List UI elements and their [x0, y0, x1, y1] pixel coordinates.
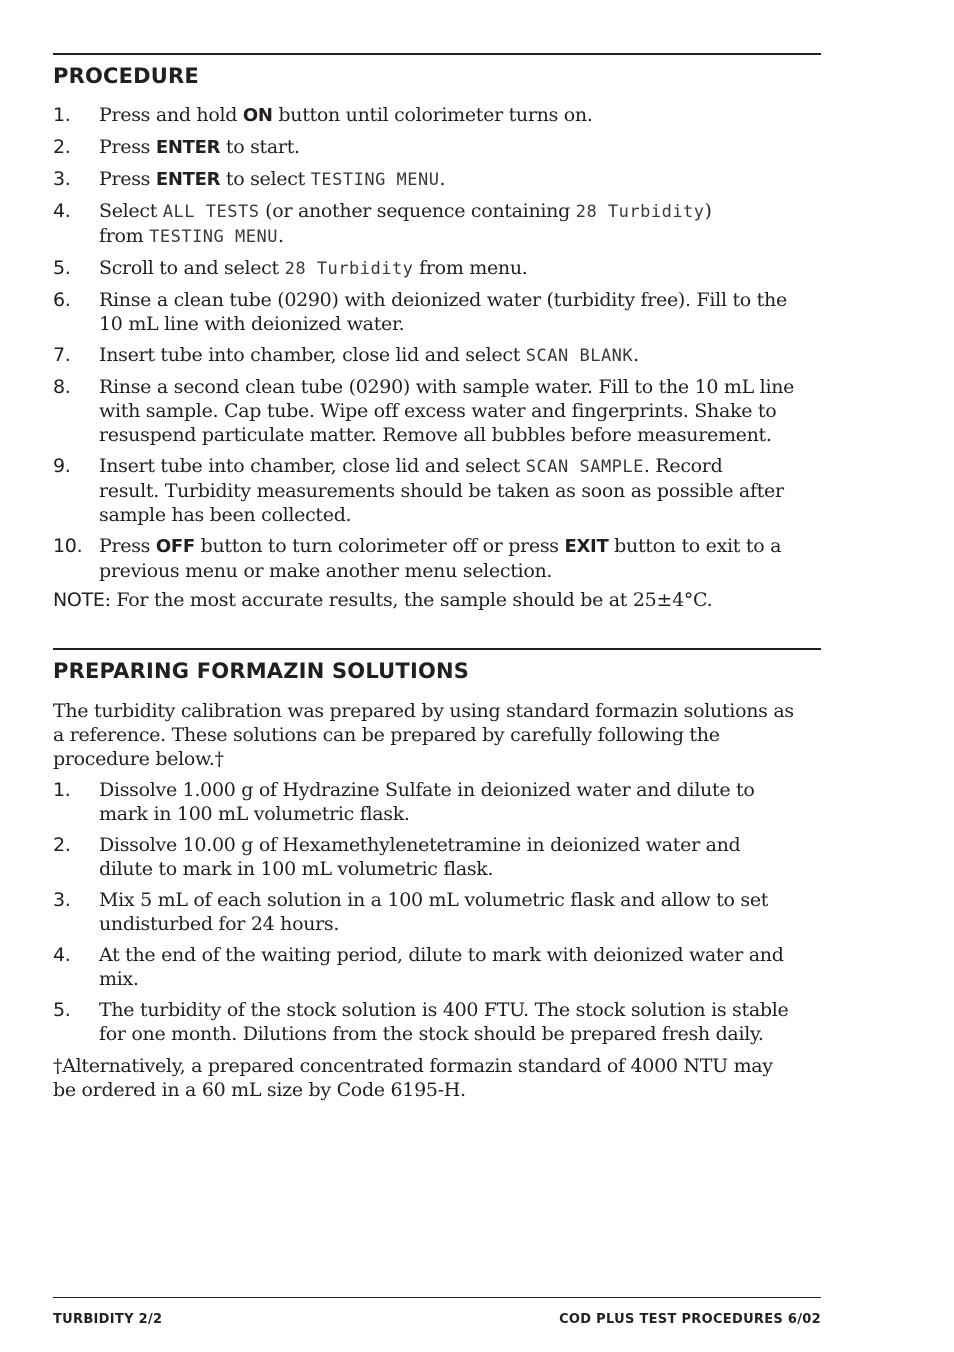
step-line: Dissolve 1.000 g of Hydrazine Sulfate in deionized water and dilute to — [99, 779, 755, 801]
key-label: EXIT — [564, 536, 609, 557]
procedure-step — [53, 288, 821, 336]
step-number: 4. — [53, 944, 71, 966]
step-line: undisturbed for 24 hours. — [99, 913, 340, 935]
procedure-step — [53, 534, 821, 583]
step-text: . — [633, 344, 639, 366]
footnote-line: be ordered in a 60 mL size by Code 6195-H. — [53, 1079, 466, 1101]
formazin-step — [53, 888, 821, 936]
step-text: Select — [99, 200, 163, 222]
procedure-step — [53, 199, 821, 249]
step-number: 1. — [53, 104, 71, 126]
step-number: 6. — [53, 289, 71, 311]
step-text: from — [99, 225, 150, 247]
step-line: Mix 5 mL of each solution in a 100 mL volumetric flask and allow to set — [99, 889, 769, 911]
step-line: The turbidity of the stock solution is 400 FTU. The stock solution is stable — [99, 999, 789, 1021]
footnote-line: †Alternatively, a prepared concentrated formazin standard of 4000 NTU may — [53, 1055, 773, 1077]
procedure-step — [53, 375, 821, 447]
step-line: Dissolve 10.00 g of Hexamethylenetetramine in deionized water and — [99, 834, 741, 856]
step-text: Insert tube into chamber, close lid and select — [99, 455, 526, 477]
display-text: ALL TESTS — [162, 202, 260, 222]
key-label: ENTER — [155, 169, 221, 190]
step-number: 3. — [53, 168, 71, 190]
step-text: with sample. Cap tube. Wipe off excess water and fingerprints. Shake to — [99, 400, 777, 422]
step-number: 8. — [53, 376, 71, 398]
display-text: SCAN SAMPLE — [525, 457, 644, 477]
step-text: previous menu or make another menu selection. — [99, 560, 553, 582]
step-text: Insert tube into chamber, close lid and select — [99, 344, 526, 366]
step-text: Press and hold — [99, 104, 243, 126]
procedure-step — [53, 167, 821, 192]
step-line: mark in 100 mL volumetric flask. — [99, 803, 410, 825]
section-divider — [53, 53, 821, 55]
step-text: . Record — [643, 455, 723, 477]
step-text: (or another sequence containing — [259, 200, 576, 222]
step-text: result. Turbidity measurements should be taken as soon as possible after — [99, 480, 784, 502]
step-text: Scroll to and select — [99, 257, 285, 279]
formazin-heading: PREPARING FORMAZIN SOLUTIONS — [53, 659, 470, 683]
step-text: button to exit to a — [608, 535, 782, 557]
display-text: TESTING MENU — [310, 170, 440, 190]
step-number: 2. — [53, 834, 71, 856]
note-text: : For the most accurate results, the sample should be at 25±4°C. — [104, 589, 713, 611]
formazin-intro — [53, 699, 821, 771]
key-label: ON — [242, 105, 273, 126]
intro-line: The turbidity calibration was prepared by using standard formazin solutions as — [53, 700, 794, 722]
procedure-step — [53, 343, 821, 368]
procedure-heading: PROCEDURE — [53, 64, 199, 88]
formazin-step — [53, 833, 821, 881]
step-text: Press — [99, 136, 156, 158]
step-text: Rinse a clean tube (0290) with deionized water (turbidity free). Fill to the — [99, 289, 787, 311]
step-number: 9. — [53, 455, 71, 477]
procedure-step — [53, 454, 821, 527]
footer-right: COD PLUS TEST PROCEDURES 6/02 — [559, 1312, 821, 1327]
note-label: NOTE — [53, 589, 105, 611]
footer-left: TURBIDITY 2/2 — [53, 1312, 163, 1327]
step-text: . — [439, 168, 446, 190]
step-text: Rinse a second clean tube (0290) with sample water. Fill to the 10 mL line — [99, 376, 795, 398]
step-text: ) — [704, 200, 712, 222]
footnote — [53, 1054, 821, 1102]
step-number: 5. — [53, 257, 71, 279]
note — [53, 588, 712, 612]
formazin-steps — [53, 778, 821, 1053]
step-number: 1. — [53, 779, 71, 801]
key-label: OFF — [155, 536, 195, 557]
step-number: 2. — [53, 136, 71, 158]
procedure-step — [53, 256, 821, 281]
intro-line: a reference. These solutions can be prepared by carefully following the — [53, 724, 720, 746]
step-line: dilute to mark in 100 mL volumetric flask. — [99, 858, 494, 880]
step-number: 7. — [53, 344, 71, 366]
step-line: mix. — [99, 968, 139, 990]
procedure-steps — [53, 103, 821, 590]
procedure-step — [53, 135, 821, 160]
display-text: SCAN BLANK — [525, 346, 634, 366]
step-number: 10. — [53, 535, 83, 557]
footer-divider — [53, 1297, 821, 1298]
formazin-step — [53, 943, 821, 991]
display-text: 28 Turbidity — [575, 202, 705, 222]
procedure-step — [53, 103, 821, 128]
display-text: 28 Turbidity — [284, 259, 414, 279]
section-divider — [53, 648, 821, 650]
formazin-step — [53, 778, 821, 826]
step-line: for one month. Dilutions from the stock should be prepared fresh daily. — [99, 1023, 764, 1045]
step-line: At the end of the waiting period, dilute to mark with deionized water and — [99, 944, 784, 966]
formazin-step — [53, 998, 821, 1046]
step-text: 10 mL line with deionized water. — [99, 313, 405, 335]
intro-line: procedure below.† — [53, 748, 224, 770]
step-text: Press — [99, 535, 156, 557]
step-number: 4. — [53, 200, 71, 222]
display-text: TESTING MENU — [149, 227, 278, 247]
step-text: resuspend particulate matter. Remove all bubbles before measurement. — [99, 424, 772, 446]
step-text: sample has been collected. — [99, 504, 352, 526]
step-text: to select — [220, 168, 311, 190]
step-text: to start. — [220, 136, 300, 158]
step-text: from menu. — [413, 257, 528, 279]
step-text: . — [277, 225, 284, 247]
step-text: Press — [99, 168, 156, 190]
key-label: ENTER — [155, 137, 221, 158]
step-text: button until colorimeter turns on. — [272, 104, 593, 126]
step-number: 3. — [53, 889, 71, 911]
step-number: 5. — [53, 999, 71, 1021]
step-text: button to turn colorimeter off or press — [194, 535, 565, 557]
